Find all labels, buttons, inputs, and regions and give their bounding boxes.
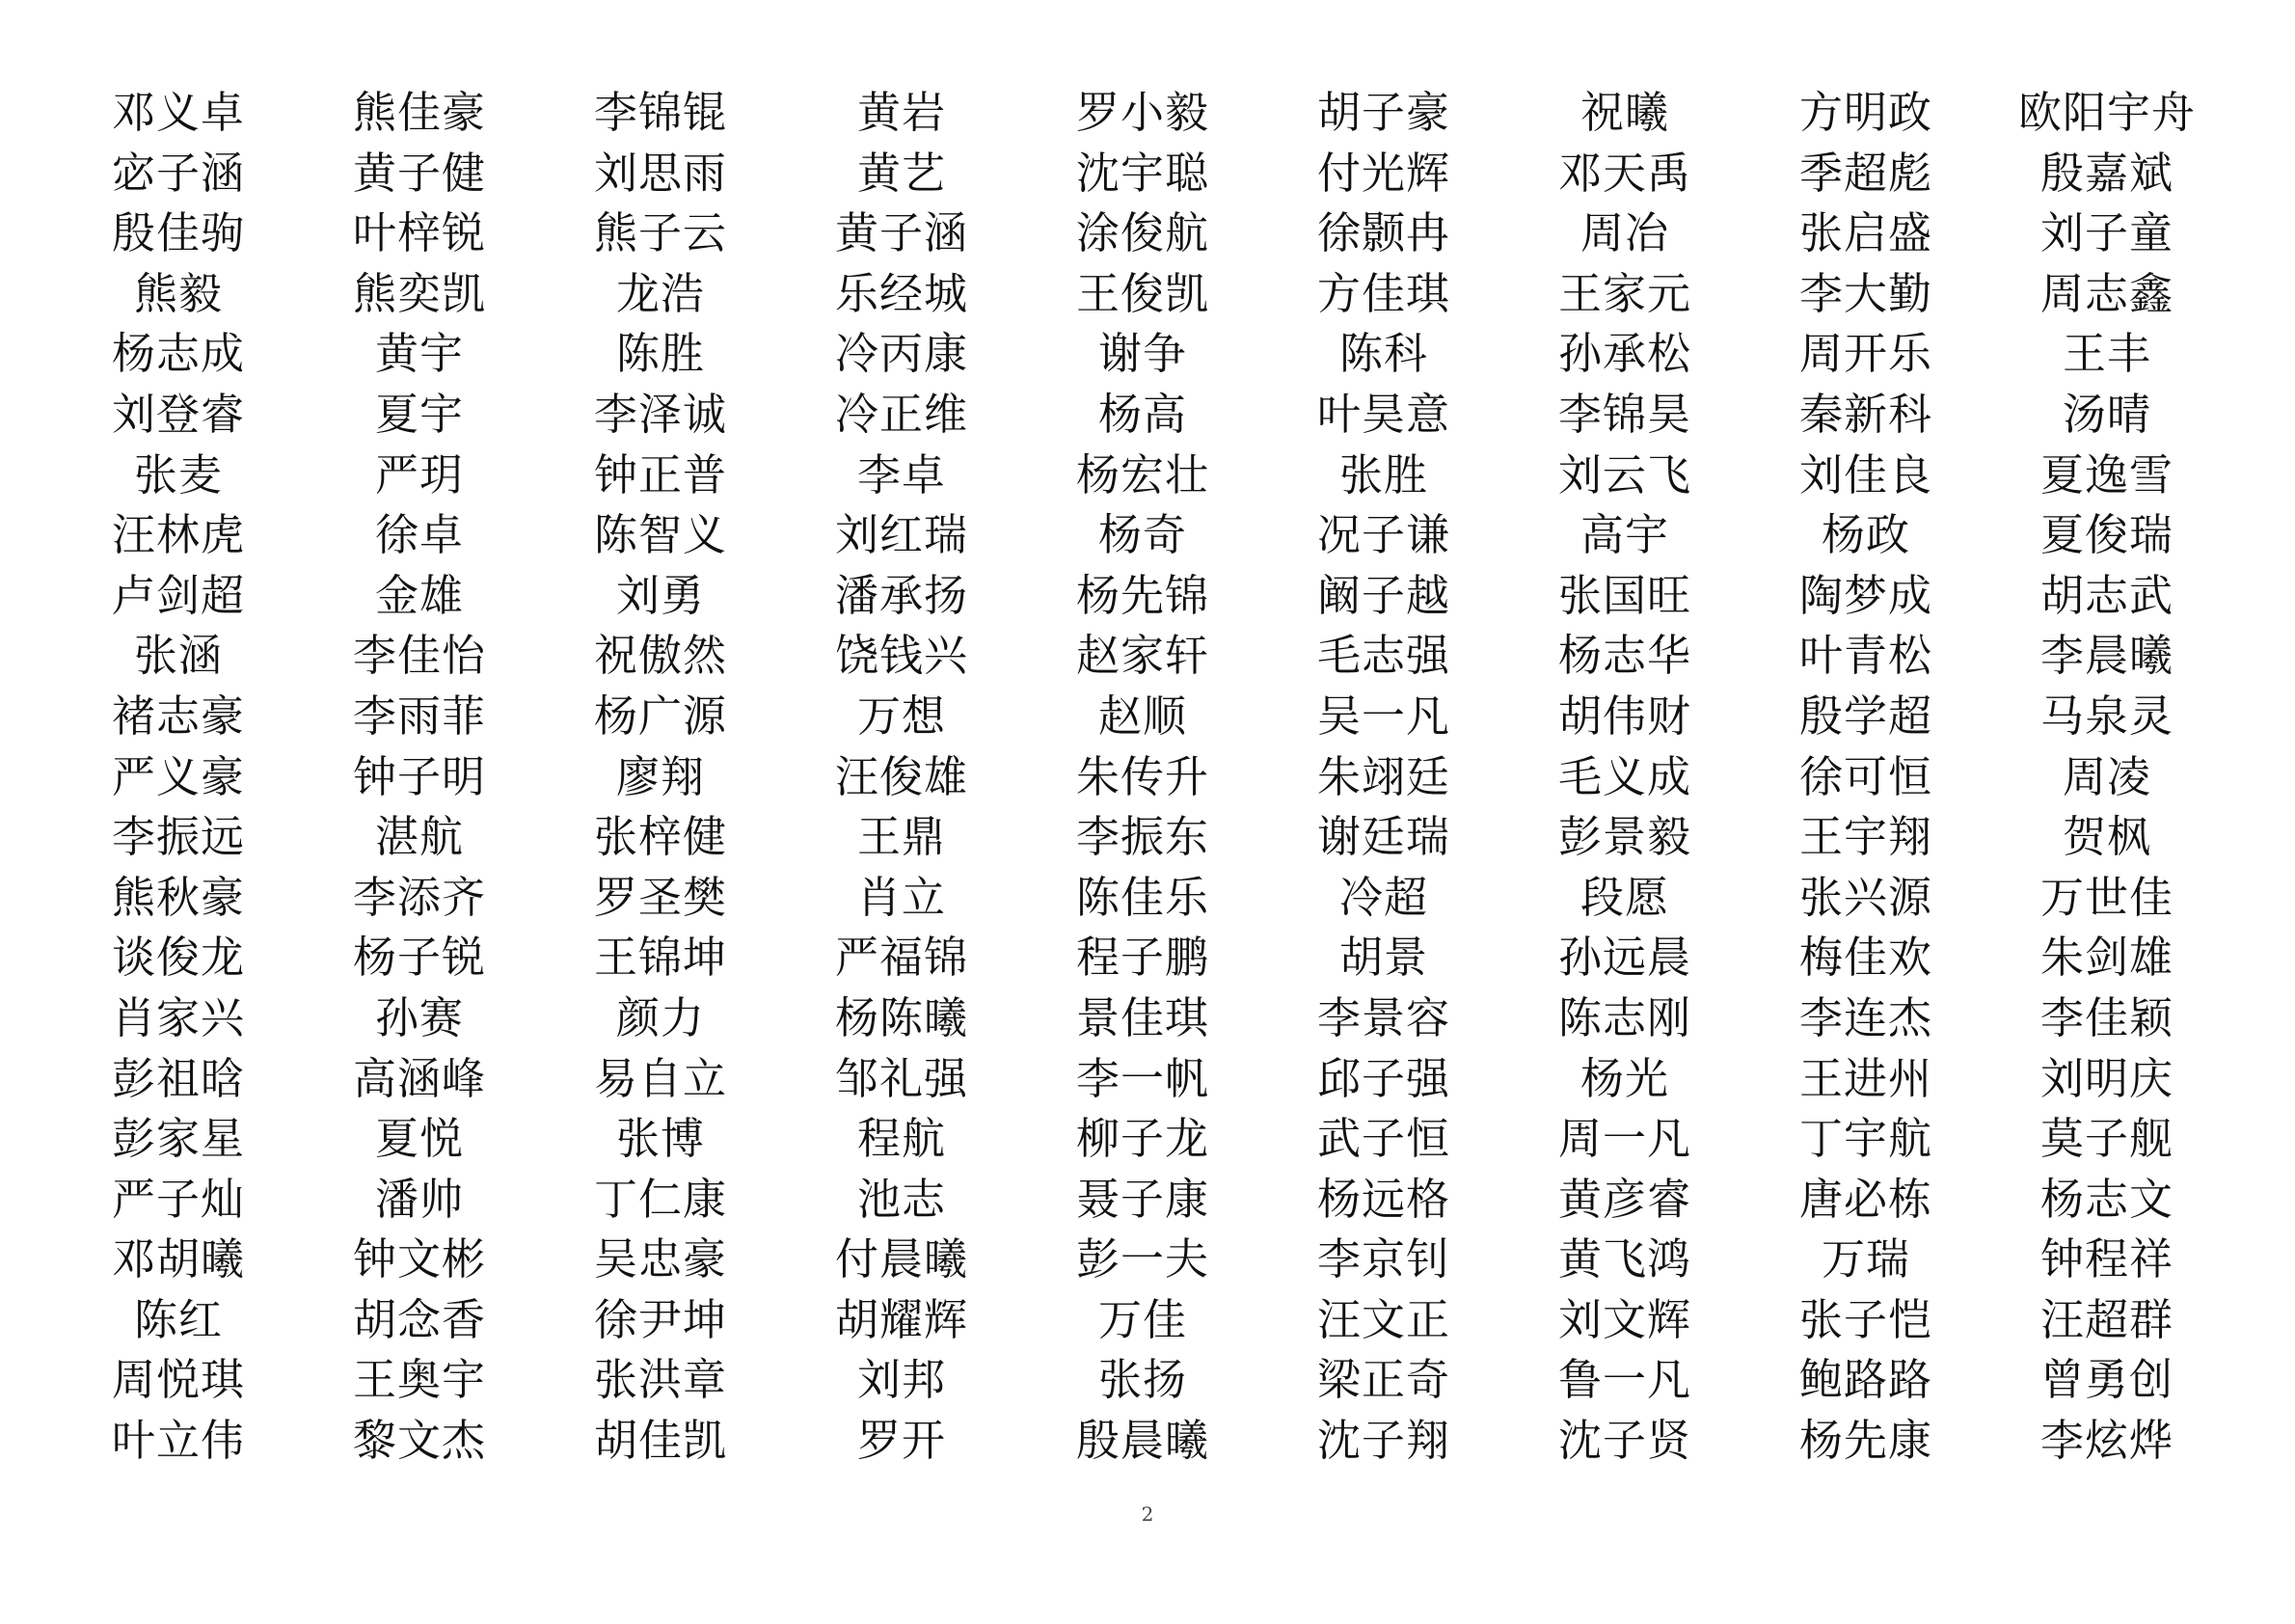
- name-cell: 李卓: [856, 448, 946, 501]
- name-cell: 付光辉: [1316, 147, 1450, 199]
- name-cell: 杨远格: [1316, 1173, 1450, 1225]
- name-cell: 杨先康: [1798, 1415, 1932, 1467]
- name-cell: 刘登睿: [111, 388, 245, 440]
- name-cell: 邓天禹: [1557, 147, 1691, 199]
- name-cell: 孙赛: [374, 991, 464, 1043]
- name-cell: 胡佳凯: [593, 1415, 727, 1467]
- name-cell: 潘帅: [374, 1173, 464, 1225]
- name-cell: 严福锦: [834, 932, 968, 984]
- name-cell: 孙远晨: [1557, 932, 1691, 984]
- name-cell: 汪超群: [2039, 1293, 2174, 1345]
- name-cell: 沈子翔: [1316, 1415, 1450, 1467]
- name-cell: 张麦: [133, 448, 223, 501]
- name-cell: 黄子健: [352, 147, 486, 199]
- name-cell: 王进州: [1798, 1052, 1932, 1104]
- name-cell: 邱子强: [1316, 1052, 1450, 1104]
- name-cell: 景佳琪: [1075, 991, 1209, 1043]
- name-cell: 徐可恒: [1798, 750, 1932, 802]
- name-cell: 冷丙康: [834, 328, 968, 380]
- name-cell: 罗开: [856, 1415, 946, 1467]
- name-cell: 李佳怡: [352, 630, 486, 682]
- name-cell: 黄子涵: [834, 207, 968, 259]
- name-cell: 徐卓: [374, 509, 464, 561]
- name-cell: 殷学超: [1798, 690, 1932, 742]
- name-cell: 叶昊意: [1316, 388, 1450, 440]
- name-cell: 胡景: [1338, 932, 1428, 984]
- name-cell: 李锦昊: [1557, 388, 1691, 440]
- name-cell: 廖翔: [615, 750, 705, 802]
- name-cell: 胡伟财: [1557, 690, 1691, 742]
- name-cell: 黄宇: [374, 328, 464, 380]
- name-cell: 赵家轩: [1075, 630, 1209, 682]
- name-cell: 王俊凯: [1075, 267, 1209, 319]
- name-cell: 刘文辉: [1557, 1293, 1691, 1345]
- name-cell: 杨光: [1580, 1052, 1669, 1104]
- name-cell: 胡耀辉: [834, 1293, 968, 1345]
- name-cell: 谢争: [1097, 328, 1187, 380]
- name-cell: 张胜: [1338, 448, 1428, 501]
- name-cell: 谈俊龙: [111, 932, 245, 984]
- name-cell: 程航: [856, 1113, 946, 1165]
- name-cell: 易自立: [593, 1052, 727, 1104]
- name-cell: 吴一凡: [1316, 690, 1450, 742]
- name-cell: 万瑞: [1821, 1233, 1910, 1286]
- name-cell: 张梓健: [593, 811, 727, 863]
- name-cell: 陈智义: [593, 509, 727, 561]
- name-cell: 彭一夫: [1075, 1233, 1209, 1286]
- name-cell: 朱剑雄: [2039, 932, 2174, 984]
- name-cell: 刘思雨: [593, 147, 727, 199]
- name-cell: 刘红瑞: [834, 509, 968, 561]
- name-cell: 张兴源: [1798, 871, 1932, 923]
- name-cell: 阚子越: [1316, 569, 1450, 621]
- name-cell: 王家元: [1557, 267, 1691, 319]
- name-cell: 丁仁康: [593, 1173, 727, 1225]
- name-cell: 万想: [856, 690, 946, 742]
- name-cell: 李炫烨: [2039, 1415, 2174, 1467]
- name-cell: 梅佳欢: [1798, 932, 1932, 984]
- name-cell: 胡子豪: [1316, 87, 1450, 138]
- name-cell: 黄岩: [856, 87, 946, 138]
- name-cell: 高宇: [1580, 509, 1669, 561]
- name-cell: 李一帆: [1075, 1052, 1209, 1104]
- name-cell: 汪林虎: [111, 509, 245, 561]
- name-cell: 李锦锟: [593, 87, 727, 138]
- name-cell: 贺枫: [2062, 811, 2151, 863]
- name-cell: 李大勤: [1798, 267, 1932, 319]
- name-cell: 谢廷瑞: [1316, 811, 1450, 863]
- name-cell: 汪俊雄: [834, 750, 968, 802]
- name-cell: 朱翊廷: [1316, 750, 1450, 802]
- name-cell: 万世佳: [2039, 871, 2174, 923]
- name-cell: 鲁一凡: [1557, 1354, 1691, 1406]
- name-cell: 冷正维: [834, 388, 968, 440]
- name-cell: 李景容: [1316, 991, 1450, 1043]
- name-cell: 罗小毅: [1075, 87, 1209, 138]
- name-cell: 杨宏壮: [1075, 448, 1209, 501]
- name-cell: 周冶: [1580, 207, 1669, 259]
- name-cell: 张启盛: [1798, 207, 1932, 259]
- name-cell: 刘邦: [856, 1354, 946, 1406]
- name-cell: 莫子舰: [2039, 1113, 2174, 1165]
- name-cell: 钟子明: [352, 750, 486, 802]
- name-cell: 汤晴: [2062, 388, 2151, 440]
- name-cell: 周志鑫: [2039, 267, 2174, 319]
- name-cell: 龙浩: [615, 267, 705, 319]
- name-cell: 彭祖晗: [111, 1052, 245, 1104]
- name-cell: 王锦坤: [593, 932, 727, 984]
- name-cell: 张子恺: [1798, 1293, 1932, 1345]
- name-cell: 王鼎: [856, 811, 946, 863]
- name-cell: 熊毅: [133, 267, 223, 319]
- name-cell: 陈科: [1338, 328, 1428, 380]
- name-cell: 徐尹坤: [593, 1293, 727, 1345]
- name-cell: 宓子涵: [111, 147, 245, 199]
- name-cell: 孙承松: [1557, 328, 1691, 380]
- name-cell: 严子灿: [111, 1173, 245, 1225]
- name-cell: 邹礼强: [834, 1052, 968, 1104]
- name-cell: 柳子龙: [1075, 1113, 1209, 1165]
- name-cell: 杨先锦: [1075, 569, 1209, 621]
- name-list-grid: [58, 83, 2228, 1472]
- name-cell: 程子鹏: [1075, 932, 1209, 984]
- name-cell: 湛航: [374, 811, 464, 863]
- name-cell: 周悦琪: [111, 1354, 245, 1406]
- name-cell: 杨志成: [111, 328, 245, 380]
- name-cell: 杨政: [1821, 509, 1910, 561]
- name-cell: 赵顺: [1097, 690, 1187, 742]
- name-cell: 陈佳乐: [1075, 871, 1209, 923]
- name-cell: 涂俊航: [1075, 207, 1209, 259]
- name-cell: 方佳琪: [1316, 267, 1450, 319]
- name-cell: 熊奕凯: [352, 267, 486, 319]
- name-cell: 周开乐: [1798, 328, 1932, 380]
- name-cell: 李振东: [1075, 811, 1209, 863]
- name-cell: 乐经城: [834, 267, 968, 319]
- name-cell: 饶钱兴: [834, 630, 968, 682]
- name-cell: 池志: [856, 1173, 946, 1225]
- name-cell: 卢剑超: [111, 569, 245, 621]
- name-cell: 陶梦成: [1798, 569, 1932, 621]
- name-cell: 王丰: [2062, 328, 2151, 380]
- name-cell: 夏悦: [374, 1113, 464, 1165]
- name-cell: 朱传升: [1075, 750, 1209, 802]
- name-cell: 刘勇: [615, 569, 705, 621]
- name-cell: 唐必栋: [1798, 1173, 1932, 1225]
- name-cell: 冷超: [1338, 871, 1428, 923]
- name-cell: 高涵峰: [352, 1052, 486, 1104]
- name-cell: 况子谦: [1316, 509, 1450, 561]
- name-cell: 祝曦: [1580, 87, 1669, 138]
- name-cell: 颜力: [615, 991, 705, 1043]
- name-cell: 李京钊: [1316, 1233, 1450, 1286]
- name-cell: 刘佳良: [1798, 448, 1932, 501]
- name-cell: 叶梓锐: [352, 207, 486, 259]
- name-cell: 邓胡曦: [111, 1233, 245, 1286]
- name-cell: 杨志华: [1557, 630, 1691, 682]
- name-cell: 熊子云: [593, 207, 727, 259]
- name-cell: 李雨菲: [352, 690, 486, 742]
- name-cell: 刘云飞: [1557, 448, 1691, 501]
- name-cell: 杨奇: [1097, 509, 1187, 561]
- name-cell: 肖立: [856, 871, 946, 923]
- name-cell: 徐颢冉: [1316, 207, 1450, 259]
- name-cell: 毛义成: [1557, 750, 1691, 802]
- name-cell: 钟文彬: [352, 1233, 486, 1286]
- name-cell: 陈红: [133, 1293, 223, 1345]
- name-cell: 周凌: [2062, 750, 2151, 802]
- name-cell: 李添齐: [352, 871, 486, 923]
- name-cell: 汪文正: [1316, 1293, 1450, 1345]
- name-cell: 夏宇: [374, 388, 464, 440]
- name-cell: 张国旺: [1557, 569, 1691, 621]
- name-cell: 沈子贤: [1557, 1415, 1691, 1467]
- name-cell: 钟正普: [593, 448, 727, 501]
- name-cell: 王奥宇: [352, 1354, 486, 1406]
- name-cell: 杨陈曦: [834, 991, 968, 1043]
- name-cell: 马泉灵: [2039, 690, 2174, 742]
- name-cell: 张涵: [133, 630, 223, 682]
- name-cell: 方明政: [1798, 87, 1932, 138]
- name-cell: 殷嘉斌: [2039, 147, 2174, 199]
- name-cell: 陈志刚: [1557, 991, 1691, 1043]
- name-cell: 李振远: [111, 811, 245, 863]
- name-cell: 付晨曦: [834, 1233, 968, 1286]
- name-cell: 金雄: [374, 569, 464, 621]
- name-cell: 严玥: [374, 448, 464, 501]
- name-cell: 鲍路路: [1798, 1354, 1932, 1406]
- name-cell: 钟程祥: [2039, 1233, 2174, 1286]
- name-cell: 李泽诚: [593, 388, 727, 440]
- name-cell: 胡志武: [2039, 569, 2174, 621]
- name-cell: 沈宇聪: [1075, 147, 1209, 199]
- name-cell: 熊佳豪: [352, 87, 486, 138]
- name-cell: 陈胜: [615, 328, 705, 380]
- name-cell: 秦新科: [1798, 388, 1932, 440]
- name-cell: 黄飞鸿: [1557, 1233, 1691, 1286]
- name-cell: 夏俊瑞: [2039, 509, 2174, 561]
- name-cell: 叶青松: [1798, 630, 1932, 682]
- name-cell: 黄彦睿: [1557, 1173, 1691, 1225]
- name-cell: 殷佳驹: [111, 207, 245, 259]
- name-cell: 梁正奇: [1316, 1354, 1450, 1406]
- name-cell: 黄艺: [856, 147, 946, 199]
- page-number: 2: [1141, 1502, 1154, 1526]
- name-cell: 张洪章: [593, 1354, 727, 1406]
- name-cell: 严义豪: [111, 750, 245, 802]
- name-cell: 曾勇创: [2039, 1354, 2174, 1406]
- name-cell: 吴忠豪: [593, 1233, 727, 1286]
- name-cell: 潘承扬: [834, 569, 968, 621]
- name-cell: 祝傲然: [593, 630, 727, 682]
- name-cell: 杨志文: [2039, 1173, 2174, 1225]
- name-cell: 彭家星: [111, 1113, 245, 1165]
- name-cell: 丁宇航: [1798, 1113, 1932, 1165]
- name-cell: 熊秋豪: [111, 871, 245, 923]
- name-cell: 季超彪: [1798, 147, 1932, 199]
- name-cell: 欧阳宇舟: [2017, 87, 2196, 138]
- name-cell: 周一凡: [1557, 1113, 1691, 1165]
- name-cell: 肖家兴: [111, 991, 245, 1043]
- name-cell: 武子恒: [1316, 1113, 1450, 1165]
- name-cell: 黎文杰: [352, 1415, 486, 1467]
- name-cell: 李连杰: [1798, 991, 1932, 1043]
- name-cell: 杨广源: [593, 690, 727, 742]
- name-cell: 王宇翔: [1798, 811, 1932, 863]
- name-cell: 杨子锐: [352, 932, 486, 984]
- name-cell: 邓义卓: [111, 87, 245, 138]
- name-cell: 刘明庆: [2039, 1052, 2174, 1104]
- name-cell: 刘子童: [2039, 207, 2174, 259]
- name-cell: 聂子康: [1075, 1173, 1209, 1225]
- name-cell: 李晨曦: [2039, 630, 2174, 682]
- name-cell: 褚志豪: [111, 690, 245, 742]
- name-cell: 彭景毅: [1557, 811, 1691, 863]
- name-cell: 段愿: [1580, 871, 1669, 923]
- name-cell: 李佳颖: [2039, 991, 2174, 1043]
- name-cell: 杨高: [1097, 388, 1187, 440]
- name-cell: 万佳: [1097, 1293, 1187, 1345]
- name-cell: 毛志强: [1316, 630, 1450, 682]
- name-cell: 胡念香: [352, 1293, 486, 1345]
- name-cell: 叶立伟: [111, 1415, 245, 1467]
- name-cell: 殷晨曦: [1075, 1415, 1209, 1467]
- name-cell: 张扬: [1097, 1354, 1187, 1406]
- name-cell: 夏逸雪: [2039, 448, 2174, 501]
- name-cell: 张博: [615, 1113, 705, 1165]
- name-cell: 罗圣樊: [593, 871, 727, 923]
